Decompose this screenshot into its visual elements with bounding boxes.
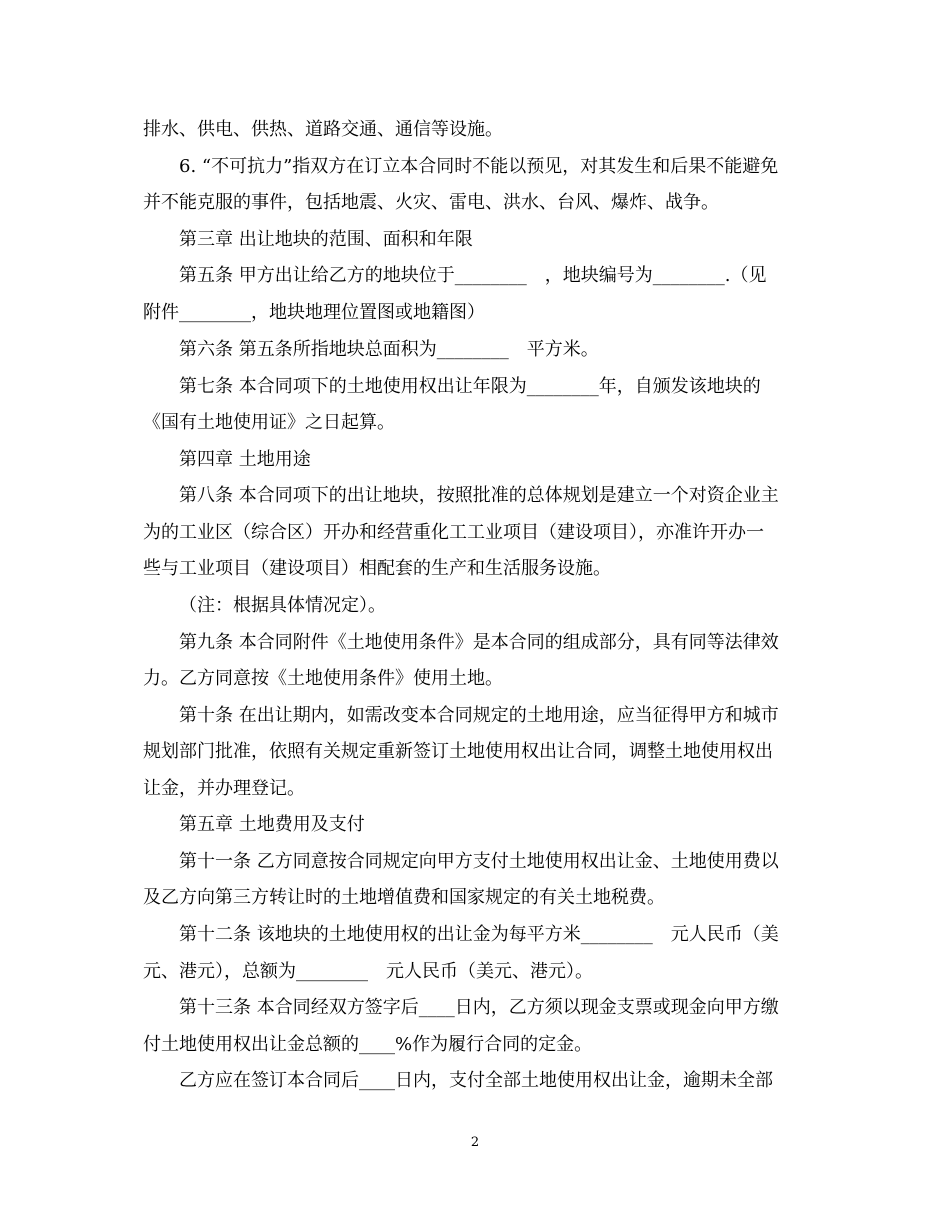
text-line: 第十三条 本合同经双方签字后____日内，乙方须以现金支票或现金向甲方缴: [179, 997, 779, 1018]
text-line: 乙方应在签订本合同后____日内，支付全部土地使用权出让金，逾期未全部: [179, 1070, 773, 1091]
text-line: 及乙方向第三方转让时的土地增值费和国家规定的有关土地税费。: [143, 887, 665, 908]
page-number: 2: [470, 1135, 480, 1150]
text-line: 第六条 第五条所指地块总面积为________ 平方米。: [179, 339, 599, 360]
text-line: 为的工业区（综合区）开办和经营重化工工业项目（建设项目），亦准许开办一: [143, 522, 764, 543]
text-line: 6. “不可抗力”指双方在订立本合同时不能以预见，对其发生和后果不能避免: [179, 156, 779, 177]
text-line: （注：根据具体情况定）。: [179, 595, 386, 616]
text-line: 规划部门批准，依照有关规定重新签订土地使用权出让合同，调整土地使用权出: [143, 741, 773, 762]
text-line: 些与工业项目（建设项目）相配套的生产和生活服务设施。: [143, 558, 611, 579]
text-line: 让金，并办理登记。: [143, 778, 305, 799]
text-line: 附件________，地块地理位置图或地籍图）: [143, 302, 485, 323]
text-line: 排水、供电、供热、道路交通、通信等设施。: [143, 119, 503, 140]
text-line: 并不能克服的事件，包括地震、火灾、雷电、洪水、台风、爆炸、战争。: [143, 192, 719, 213]
chapter-heading: 第五章 土地费用及支付: [179, 814, 365, 835]
chapter-heading: 第三章 出让地块的范围、面积和年限: [179, 229, 473, 250]
text-line: 第八条 本合同项下的出让地块，按照批准的总体规划是建立一个对资企业主: [179, 485, 779, 506]
text-line: 第十条 在出让期内，如需改变本合同规定的土地用途，应当征得甲方和城市: [179, 705, 779, 726]
text-line: 付土地使用权出让金总额的____%作为履行合同的定金。: [143, 1034, 593, 1055]
chapter-heading: 第四章 土地用途: [179, 449, 311, 470]
text-line: 力。乙方同意按《土地使用条件》使用土地。: [143, 668, 503, 689]
text-line: 《国有土地使用证》之日起算。: [143, 412, 395, 433]
text-line: 第十一条 乙方同意按合同规定向甲方支付土地使用权出让金、土地使用费以: [179, 851, 779, 872]
text-line: 第十二条 该地块的土地使用权的出让金为每平方米________ 元人民币（美: [179, 924, 779, 945]
text-line: 第九条 本合同附件《土地使用条件》是本合同的组成部分，具有同等法律效: [179, 632, 779, 653]
text-line: 元、港元），总额为________ 元人民币（美元、港元）。: [143, 961, 593, 982]
text-line: 第五条 甲方出让给乙方的地块位于________ ，地块编号为________.（见: [179, 265, 767, 286]
text-line: 第七条 本合同项下的土地使用权出让年限为________年，自颁发该地块的: [179, 376, 761, 397]
